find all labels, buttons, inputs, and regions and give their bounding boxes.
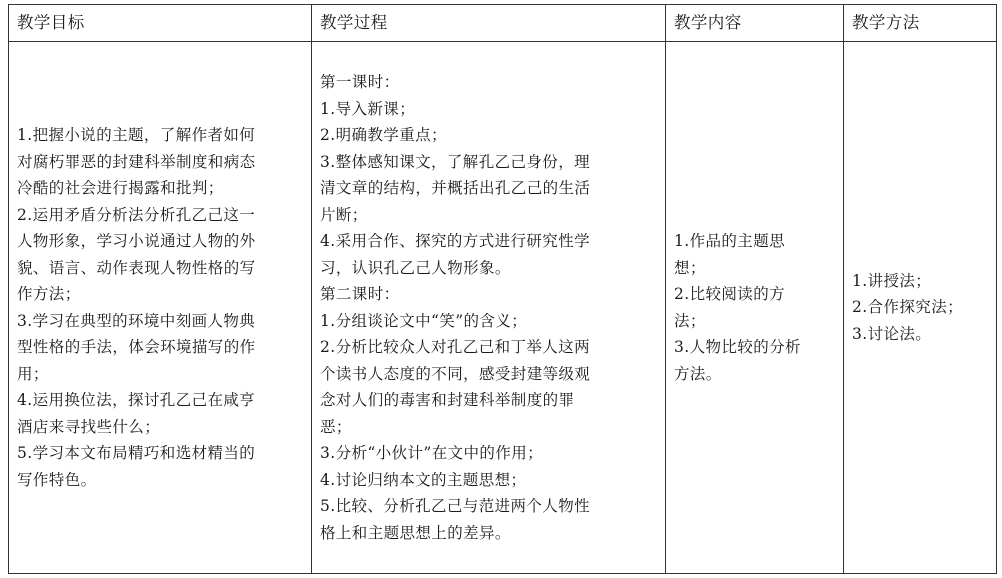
goal-line: 1.把握小说的主题，了解作者如何 [17,126,256,144]
header-teaching-content: 教学内容 [666,5,844,42]
teaching-plan-table [8,4,997,574]
goal-line: 对腐朽罪恶的封建科举制度和病态 [17,152,256,171]
process-line: 2.明确教学重点； [320,126,447,144]
goal-line: 2.运用矛盾分析法分析孔乙己这一 [17,205,256,224]
goal-line: 酒店来寻找些什么； [17,417,161,436]
goal-line: 写作特色。 [17,470,97,489]
process-line: 第二课时： [320,285,400,303]
method-line: 1.讲授法； [852,271,932,290]
process-line: 格上和主题思想上的差异。 [320,523,511,542]
process-line: 4.讨论归纳本文的主题思想； [320,470,527,489]
content-line: 法； [674,311,706,330]
process-line: 习，认识孔乙己人物形象。 [320,258,511,277]
process-line: 清文章的结构，并概括出孔乙己的生活 [320,179,591,197]
header-row [9,5,997,42]
process-line: 1.分组谈论文中“笑”的含义； [320,311,528,330]
process-line: 2.分析比较众人对孔乙己和丁举人这两 [320,338,590,356]
goal-line: 5.学习本文布局精巧和选材精当的 [17,444,256,462]
process-line: 恶； [320,417,352,436]
header-teaching-methods: 教学方法 [844,5,997,42]
goal-line: 作方法； [17,285,81,303]
method-line: 3.讨论法。 [852,324,932,343]
content-line: 1.作品的主题思 [674,232,785,250]
goal-line: 用； [17,364,49,383]
process-line: 5.比较、分析孔乙己与范进两个人物性 [320,497,590,515]
goals-cell [9,42,312,574]
goal-line: 人物形象，学习小说通过人物的外 [17,232,256,250]
process-line: 第一课时： [320,73,400,91]
process-line: 片断； [320,205,368,224]
goal-line: 4.运用换位法，探讨孔乙己在咸亨 [17,391,256,409]
process-line: 4.采用合作、探究的方式进行研究性学 [320,232,590,250]
content-line: 3.人物比较的分析 [674,338,801,356]
process-line: 3.分析“小伙计”在文中的作用； [320,444,544,462]
header-teaching-process: 教学过程 [312,5,666,42]
content-line: 方法。 [674,364,722,383]
header-teaching-goals: 教学目标 [9,5,312,42]
method-line: 2.合作探究法； [852,298,963,317]
body-row [9,42,997,574]
goal-line: 貌、语言、动作表现人物性格的写 [17,258,256,277]
methods-cell [844,42,997,574]
process-line: 1.导入新课； [320,99,416,118]
content-line: 2.比较阅读的方 [674,285,785,303]
process-line: 念对人们的毒害和封建科举制度的罪 [320,391,575,409]
goal-line: 3.学习在典型的环境中刻画人物典 [17,311,256,330]
process-line: 3.整体感知课文，了解孔乙己身份，理 [320,152,590,171]
content-cell [666,42,844,574]
process-cell [312,42,666,574]
goal-line: 型性格的手法，体会环境描写的作 [17,338,256,356]
process-line: 个读书人态度的不同，感受封建等级观 [320,364,591,383]
content-line: 想； [674,258,706,277]
goal-line: 冷酷的社会进行揭露和批判； [17,179,224,197]
